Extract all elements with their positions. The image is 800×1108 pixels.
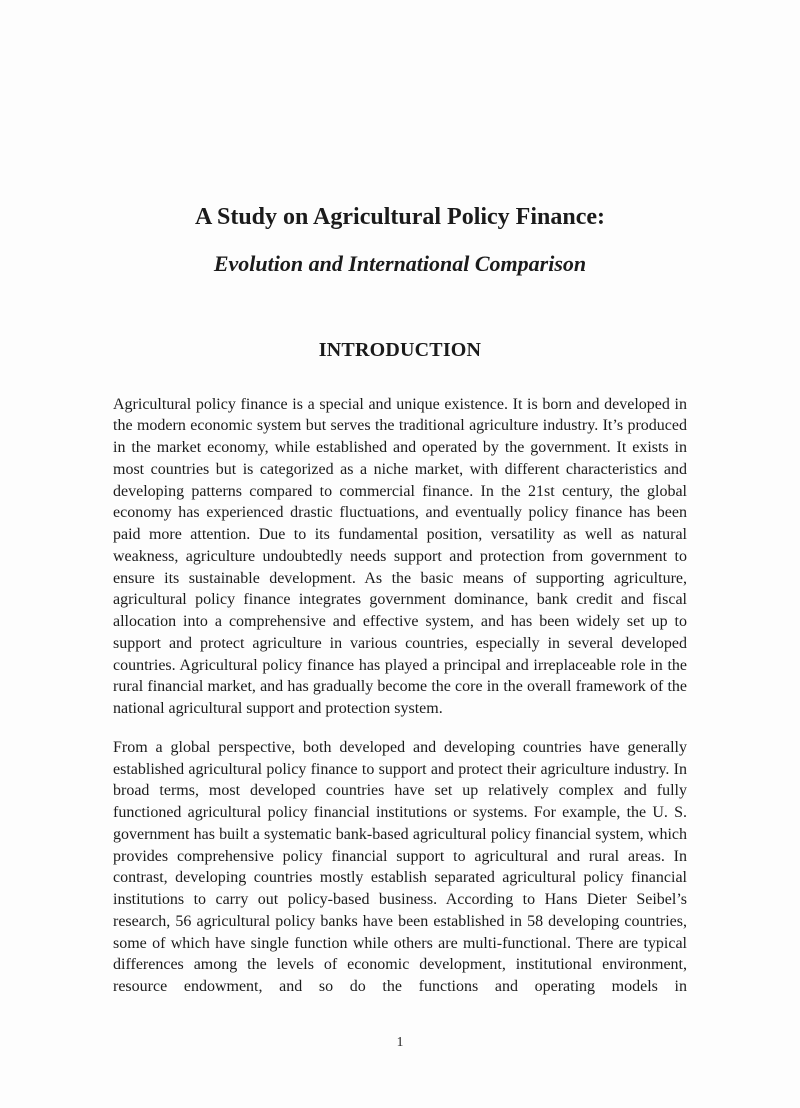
page-content bbox=[0, 202, 800, 998]
paragraph: Agricultural policy finance is a special and unique existence. It is born and developed in the modern economic system but serves the traditional agriculture industry. It’s produced in the market economy, while established and operated by the government. It exists in most countries but is categorized as a niche market, with different characteristics and developing patterns compared to commercial finance. In the 21st century, the global economy has experienced drastic fluctuations, and eventually policy finance has been paid more attention. Due to its fundamental position, versatility as well as natural weakness, agriculture undoubtedly needs support and protection from government to ensure its sustainable development. As the basic means of supporting agriculture, agricultural policy finance integrates government dominance, bank credit and fiscal allocation into a comprehensive and effective system, and has been widely set up to support and protect agriculture in various countries, especially in several developed countries. Agricultural policy finance has played a principal and irreplaceable role in the rural financial market, and has gradually become the core in the overall framework of the national agricultural support and protection system. bbox=[113, 395, 687, 717]
body-text bbox=[113, 394, 687, 998]
paper-subtitle: Evolution and International Comparison bbox=[213, 251, 587, 276]
paragraph: From a global perspective, both developed and developing countries have generally established agricultural policy finance to support and protect their agriculture industry. In broad terms, most developed countries have set up relatively complex and fully functioned agricultural policy financial institutions or systems. For example, the U. S. government has built a systematic bank-based agricultural policy financial system, which provides comprehensive policy financial support to agricultural and rural areas. In contrast, developing countries mostly establish separated agricultural policy financial institutions to carry out policy-based business. According to Hans Dieter Seibel’s research, 56 agricultural policy banks have been established in 58 developing countries, some of which have single function while others are multi-functional. There are typical differences among the levels of economic development, institutional environment, resource endowment, and so do the functions and operating models in bbox=[113, 738, 687, 995]
paper-title: A Study on Agricultural Policy Finance: bbox=[194, 204, 605, 230]
page-number: 1 bbox=[396, 1034, 404, 1049]
section-heading-introduction: INTRODUCTION bbox=[318, 338, 482, 361]
